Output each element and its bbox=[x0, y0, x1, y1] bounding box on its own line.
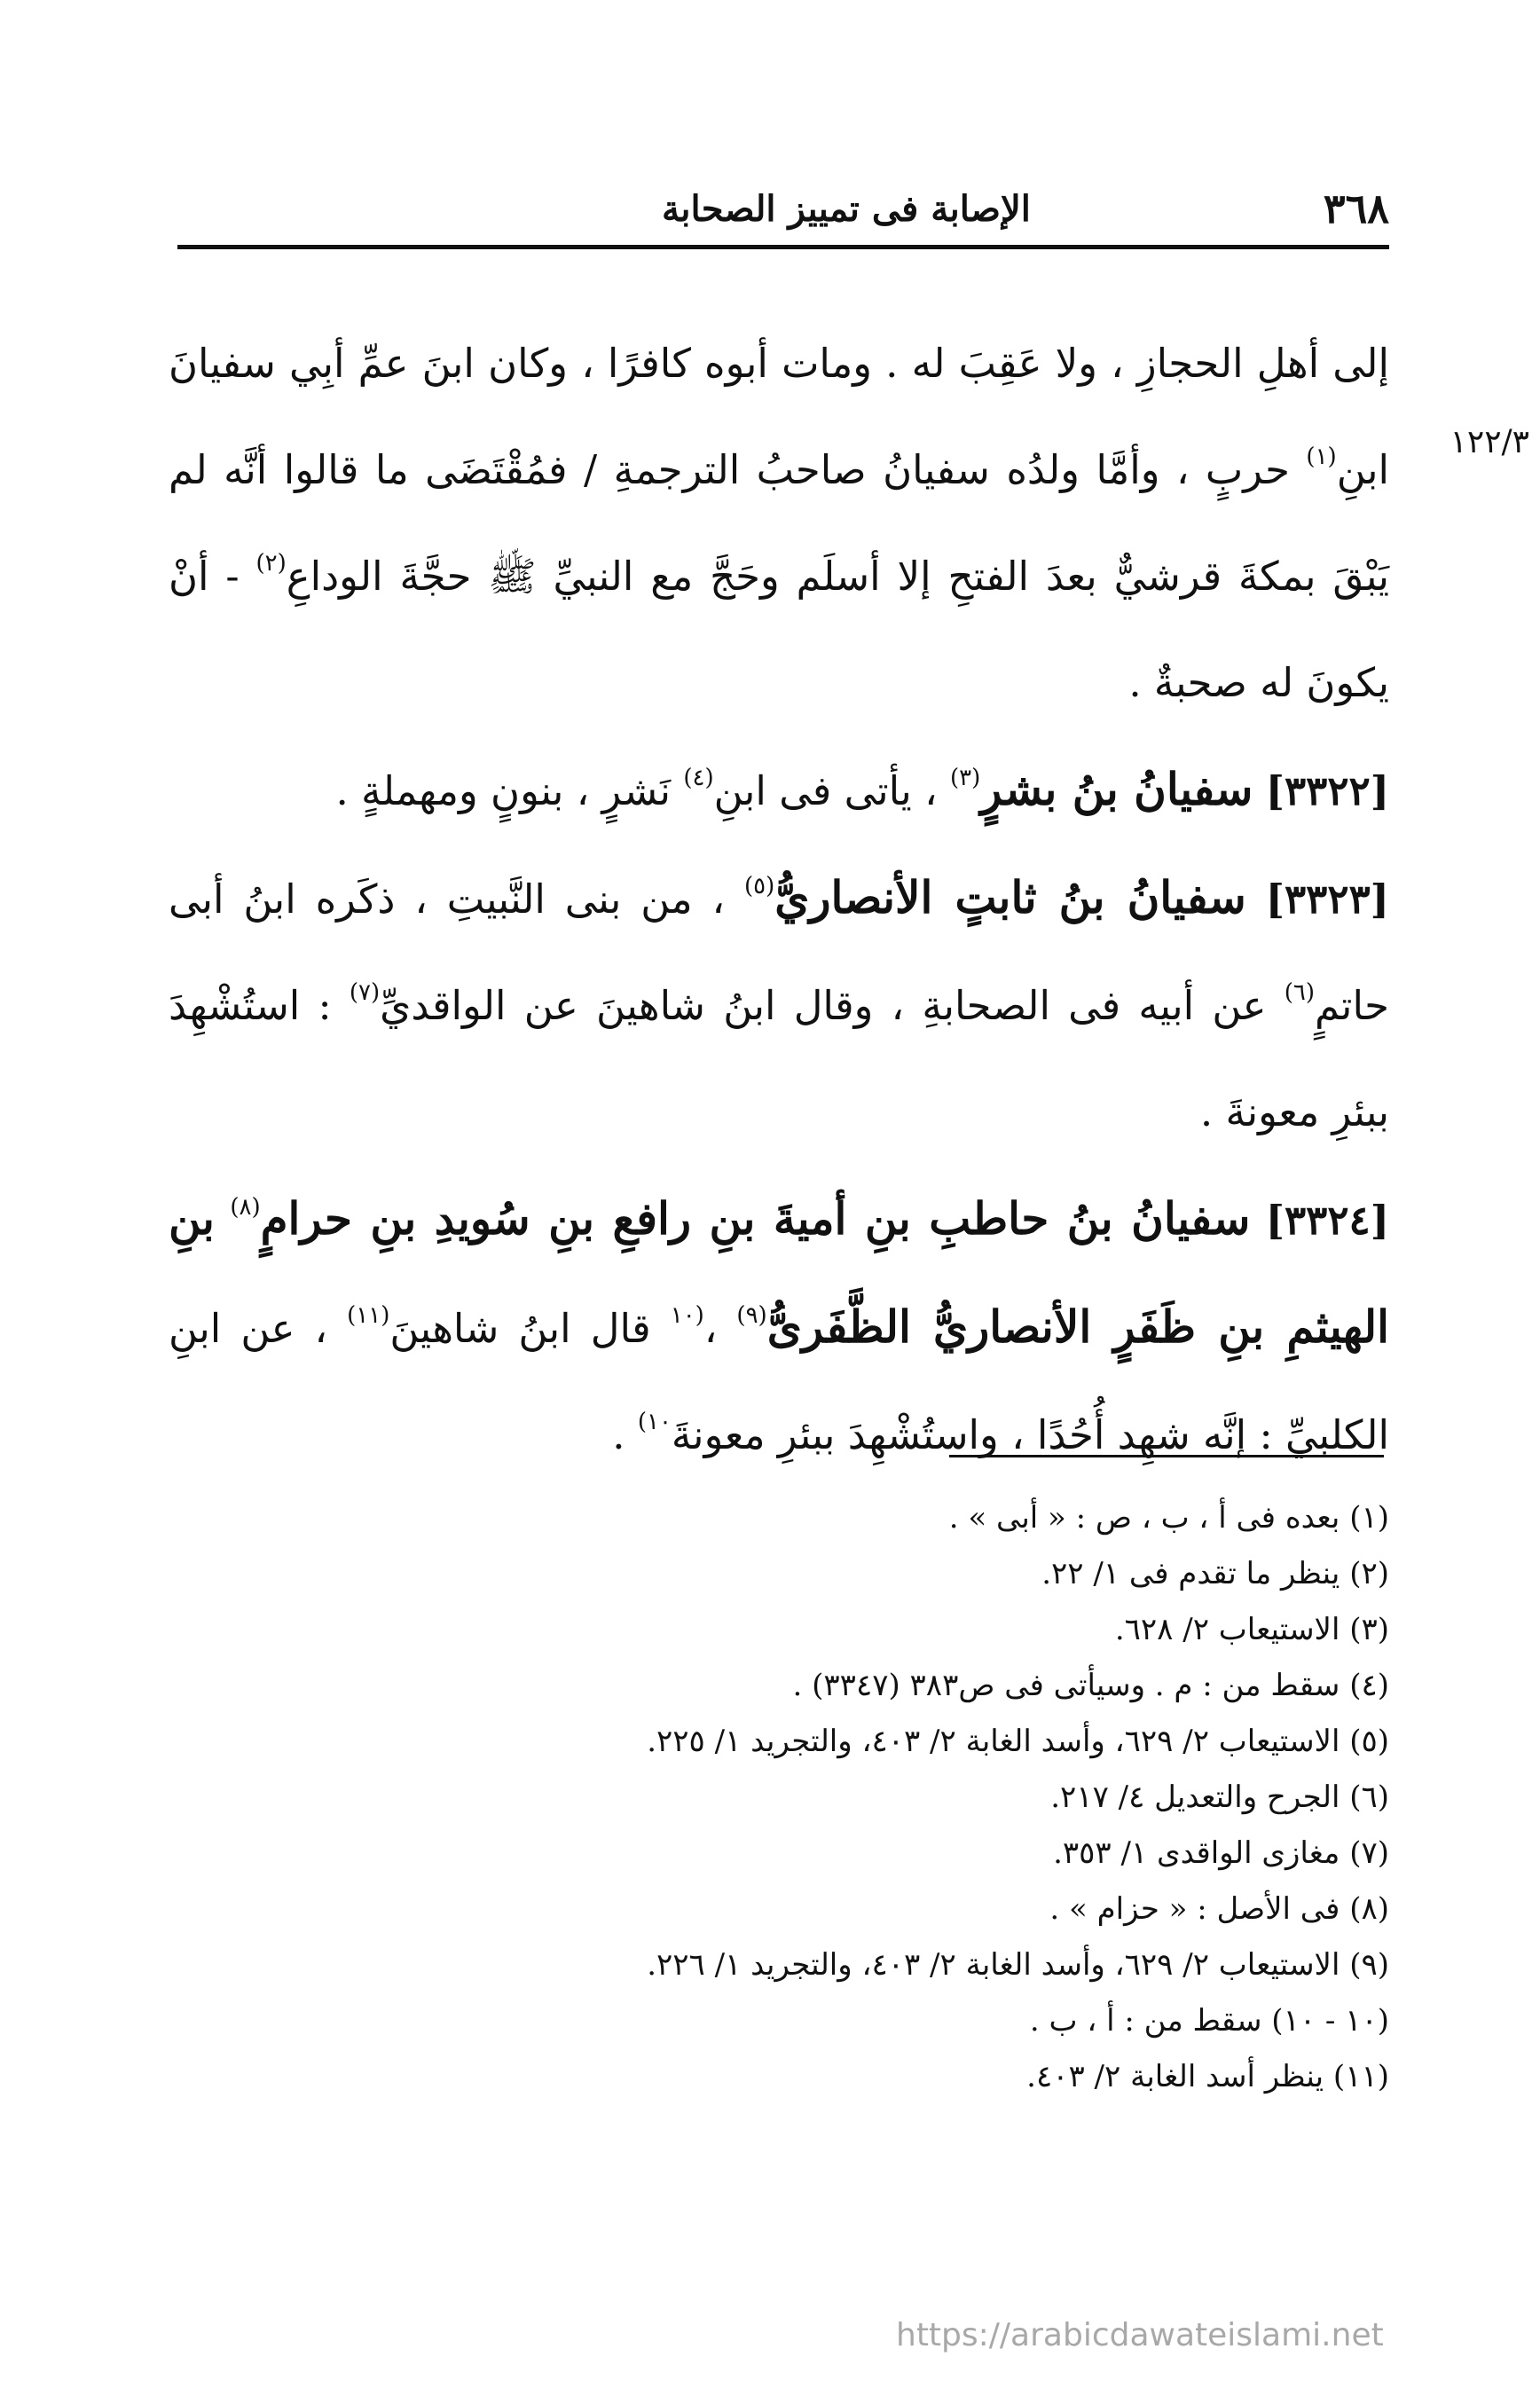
entry-name: سفيانُ بنُ بشرٍ bbox=[980, 763, 1253, 815]
entry-3324 bbox=[169, 1166, 1389, 1489]
footnote-1: (١) بعده فى أ ، ب ، ص : « أبى » . bbox=[948, 1500, 1389, 1536]
entry-text: ، عن ابنِ الكلبيِّ : إنَّه شهِد أُحُدًا ، واستُشْهِدَ ببئرِ معونةَ bbox=[169, 1305, 1389, 1458]
footnote-marker-4: (٤) bbox=[683, 765, 714, 791]
footnote-3: (٣) الاستيعاب ٢/ ٦٢٨. bbox=[1114, 1612, 1389, 1647]
footnote-8: (٨) فى الأصل : « حزام » . bbox=[1049, 1891, 1389, 1927]
intro-line-4: بمكةَ قرشيٌّ بعدَ الفتحِ إلا أسلَم وحَجَّ مع النبيِّ ﷺ حجَّةَ الوداعِ bbox=[286, 553, 1316, 600]
footnote-11: (١١) ينظر أسد الغابة ٢/ ٤٠٣. bbox=[1026, 2059, 1389, 2094]
footnote-marker-2: (٢) bbox=[255, 550, 287, 577]
entry-text: ، يأتى فى ابنِ bbox=[713, 767, 938, 814]
entry-text: : استُشْهِدَ ببئرِ معونةَ . bbox=[169, 982, 1389, 1135]
footnote-marker-5: (٥) bbox=[743, 873, 775, 900]
footnote-10: (١٠ - ١٠) سقط من : أ ، ب . bbox=[1029, 2003, 1389, 2039]
entry-number: [٣٣٢٤] bbox=[1265, 1197, 1389, 1244]
header-rule bbox=[177, 245, 1389, 249]
footnote-marker-7: (٧) bbox=[349, 979, 381, 1006]
footnote-marker-3: (٣) bbox=[949, 765, 981, 791]
main-text bbox=[169, 310, 1389, 1489]
footnote-2: (٢) ينظر ما تقدم فى ١/ ٢٢. bbox=[1041, 1556, 1389, 1591]
footnote-marker-10-open: (١٠ bbox=[670, 1302, 704, 1329]
intro-paragraph bbox=[169, 310, 1389, 736]
entry-name-continued: بنِ الهيثمِ بنِ ظَفَرٍ الأنصاريُّ الظَّفَرىُّ bbox=[169, 1192, 1389, 1353]
intro-line-3: حربٍ ، وأمَّا ولدُه سفيانُ صاحبُ الترجمةِ / فمُقْتَضَى ما قالوا أنَّه لم يَبْقَ bbox=[169, 446, 1390, 600]
entry-number: [٣٣٢٣] bbox=[1265, 876, 1389, 923]
entry-text: ، من بنى النَّبيتِ ، ذكَره ابنُ أبى حاتمٍ bbox=[169, 876, 1389, 1029]
entry-3323 bbox=[169, 845, 1389, 1166]
running-title: الإصابة فى تمييز الصحابة bbox=[661, 187, 1031, 230]
entry-name: سفيانُ بنُ حاطبِ بنِ أميةَ بنِ رافعِ بنِ سُويدِ بنِ حرامٍ bbox=[260, 1192, 1251, 1245]
footnote-marker-10-close: ١٠) bbox=[637, 1409, 672, 1435]
footnote-marker-1: (١) bbox=[1306, 444, 1337, 470]
entry-number: [٣٣٢٢] bbox=[1265, 767, 1389, 814]
footnote-separator bbox=[949, 1455, 1384, 1457]
intro-line-5: - أنْ يكونَ له صحبةٌ . bbox=[169, 553, 1389, 706]
footnote-marker-11: (١١) bbox=[347, 1302, 390, 1329]
intro-line-2: ابنِ bbox=[1336, 446, 1389, 493]
entry-name: سفيانُ بنُ ثابتٍ الأنصاريُّ bbox=[774, 871, 1246, 923]
footnote-7: (٧) مغازى الواقدى ١/ ٣٥٣. bbox=[1053, 1835, 1389, 1871]
page-header bbox=[177, 177, 1389, 240]
footnote-marker-6: (٦) bbox=[1284, 979, 1315, 1006]
footnote-4: (٤) سقط من : م . وسيأتى فى ص٣٨٣ (٣٣٤٧) . bbox=[792, 1668, 1389, 1703]
footnote-marker-8: (٨) bbox=[230, 1194, 261, 1221]
entry-3322 bbox=[169, 736, 1389, 845]
footnote-6: (٦) الجرح والتعديل ٤/ ٢١٧. bbox=[1050, 1779, 1389, 1815]
watermark-url: https://arabicdawateislami.net bbox=[896, 2317, 1384, 2353]
footnote-9: (٩) الاستيعاب ٢/ ٦٢٩، وأسد الغابة ٢/ ٤٠٣، والتجريد ١/ ٢٢٦. bbox=[647, 1947, 1389, 1983]
entry-text: قال ابنُ شاهينَ bbox=[389, 1305, 651, 1352]
entry-text: عن أبيه فى الصحابةِ ، وقال ابنُ شاهينَ عن الواقديِّ bbox=[380, 982, 1267, 1029]
footnote-marker-9: (٩) bbox=[736, 1302, 767, 1329]
page-number: ٣٦٨ bbox=[1323, 185, 1389, 232]
entry-text: نَشرٍ ، بنونٍ ومهملةٍ . bbox=[335, 767, 672, 814]
footnotes bbox=[266, 1490, 1389, 2105]
entry-text: . bbox=[612, 1411, 625, 1458]
entry-text: ، bbox=[703, 1305, 718, 1352]
intro-line-1: إلى أهلِ الحجازِ ، ولا عَقِبَ له . ومات أبوه كافرًا ، وكان ابنَ عمِّ أبِي سفيانَ bbox=[169, 340, 1389, 387]
footnote-5: (٥) الاستيعاب ٢/ ٦٢٩، وأسد الغابة ٢/ ٤٠٣، والتجريد ١/ ٢٢٥. bbox=[647, 1724, 1389, 1759]
side-page-reference: ١٢٢/٣ bbox=[1450, 424, 1529, 460]
